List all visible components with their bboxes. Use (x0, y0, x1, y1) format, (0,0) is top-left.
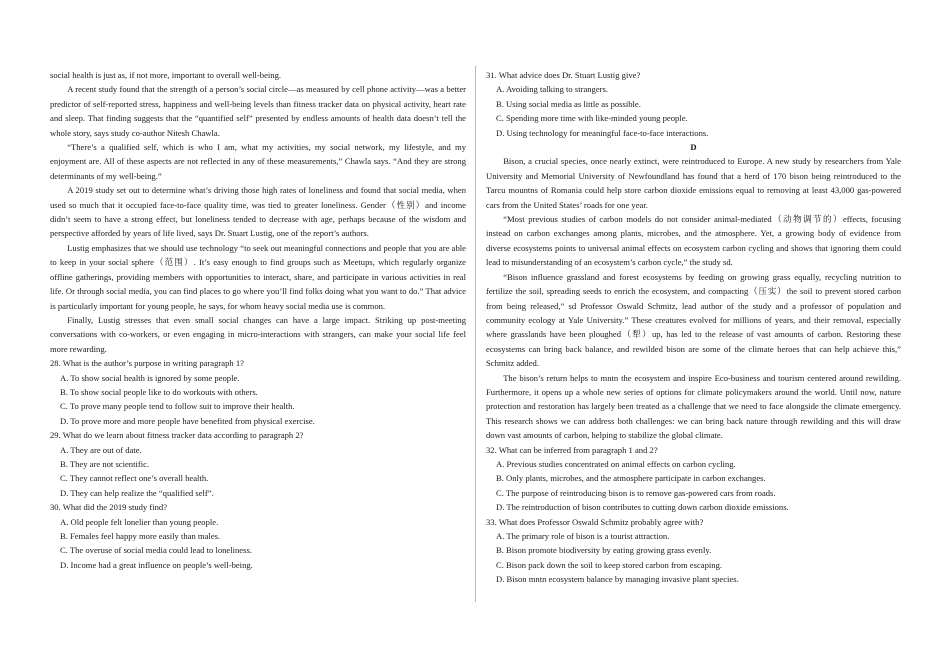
question-29 (50, 428, 466, 500)
answer-option: D. To prove more and more people have benefited from physical exercise. (60, 415, 315, 426)
answer-option: B. To show social people like to do workouts with others. (60, 386, 258, 397)
paragraph: Bison, a crucial species, once nearly extinct, were reintroduced to Europe. A new study by researchers from Yale University and Memorial University of Newfoundland has found that a herd of 170 bison being reintroduced to the Tarcu mountns of Romania could help store carbon dioxide emissions equal to removing at least 43,000 gas-powered cars from the United States’ roads for one year. (486, 156, 901, 210)
answer-option: C. Spending more time with like-minded young people. (496, 113, 688, 124)
answer-option: A. To show social health is ignored by some people. (60, 372, 240, 383)
question-stem: 29. What do we learn about fitness tracker data according to paragraph 2? (50, 430, 304, 441)
question-31 (486, 68, 901, 140)
paragraph: “Bison influence grassland and forest ecosystems by feeding on growing grass equally, recycling nutrition to fertilize the soil, spreading seeds to enrich the ecosystem, and compacting（压实）the soil to prevent stored carbon from being released,” sd Professor Oswald Schmitz, lead author of the study and a professor of population and community ecology at Yale University.” These creatures evolved for millions of years, and their removal, especially where grasslands have been ploughed（犁）up, has led to the release of vast amounts of carbon. Restoring these ecosystems can bring back balance, and rewilded bison are some of the climate heroes that can help achieve this,” Schmitz added. (486, 271, 901, 369)
paragraph: “There’s a qualified self, which is who I am, what my activities, my social network, my lifestyle, and my enjoyment are. All of these aspects are not reflected in any of these measurements,” Chawla says. “And they are strong determinants of my well-being.” (50, 142, 466, 181)
section-title: D (690, 142, 697, 153)
answer-option: D. Income had a great influence on people’s well-being. (60, 559, 253, 570)
question-stem: 33. What does Professor Oswald Schmitz probably agree with? (486, 516, 704, 527)
answer-option: A. The primary role of bison is a tourist attraction. (496, 531, 670, 541)
paragraph: A recent study found that the strength of a person’s social circle—as measured by cell phone activity—was a better predictor of self-reported stress, happiness and well-being levels than fitness tracker data on physical activity, heart rate and sleep. That finding suggests that the “quantified self” presented by endless amounts of health data doesn’t tell the whole story, says study co-author Nitesh Chawla. (50, 84, 466, 138)
question-28 (50, 356, 466, 428)
answer-option: D. Bison mntn ecosystem balance by managing invasive plant species. (496, 574, 739, 585)
answer-option: B. Only plants, microbes, and the atmosphere participate in carbon exchanges. (496, 473, 766, 484)
question-stem: 28. What is the author’s purpose in writing paragraph 1? (50, 358, 244, 369)
answer-option: D. They can help realize the “qualified self”. (60, 487, 214, 498)
paragraph: The bison’s return helps to mntn the ecosystem and inspire Eco-business and tourism centered around rewilding. Furthermore, it opens up a whole new series of options for climate policymakers around the world. Until now, nature protection and restoration has largely been treated as a challenge that we need to face alongside the climate emergency. This research shows we can address both challenges: we can bring back nature through rewilding and this will draw down vast amounts of carbon, helping to stabilize the global climate. (486, 372, 901, 441)
question-stem: 31. What advice does Dr. Stuart Lustig give? (486, 70, 641, 80)
answer-option: C. The overuse of social media could lead to loneliness. (60, 545, 252, 556)
answer-option: A. Avoiding talking to strangers. (496, 84, 609, 95)
column-divider (475, 66, 476, 602)
paragraph: A 2019 study set out to determine what’s driving those high rates of loneliness and found that social media, when used so much that it occupied face-to-face quality time, was tied to greater loneliness. Gender（性别）and income didn’t seem to have a strong effect, but loneliness tended to decrease with age, perhaps because of the wisdom and perspective afforded by years of life lived, says Dr. Stuart Lustig, one of the report’s authors. (50, 185, 466, 239)
right-column (486, 68, 901, 587)
paragraph: “Most previous studies of carbon models do not consider animal-mediated（动物调节的）effects, focusing instead on carbon exchanges among plants, microbes, and the atmosphere. Yet, a growing body of evidence from diverse ecosystems points to universal animal effects on ecosystem carbon cycling and shows that ignoring them could lead to misunderstanding of an ecosystem’s carbon cycle,” the study sd. (486, 214, 901, 268)
answer-option: B. They are not scientific. (60, 458, 150, 469)
question-stem: 30. What did the 2019 study find? (50, 502, 168, 513)
answer-option: A. Old people felt lonelier than young people. (60, 516, 219, 527)
answer-option: C. Bison pack down the soil to keep stored carbon from escaping. (496, 559, 723, 570)
paragraph: Lustig emphasizes that we should use technology “to seek out meaningful connections and people that you are able to keep in your social sphere（范围）. It’s easy enough to find groups such as Meetups, which regularly organize offline gatherings, providing members with opportunities to interact, share, and participate in various activities in real life. Or through social media, you can find places to go where you’ll find folks doing what you want to do.” That advice is particularly important for young people, he says, for whom heavy social media use is common. (50, 242, 466, 311)
answer-option: C. The purpose of reintroducing bison is to remove gas-powered cars from roads. (496, 487, 776, 498)
answer-option: D. Using technology for meaningful face-to-face interactions. (496, 127, 709, 138)
question-stem: 32. What can be inferred from paragraph 1 and 2? (486, 444, 658, 455)
answer-option: A. They are out of date. (60, 444, 142, 455)
answer-option: A. Previous studies concentrated on animal effects on carbon cycling. (496, 458, 736, 469)
answer-option: D. The reintroduction of bison contributes to cutting down carbon dioxide emissions. (496, 502, 789, 513)
answer-option: C. They cannot reflect one’s overall health. (60, 473, 209, 484)
question-30 (50, 500, 466, 572)
answer-option: B. Using social media as little as possible. (496, 98, 641, 109)
paragraph-continued: social health is just as, if not more, important to overall well-being. (50, 70, 282, 80)
question-32 (486, 443, 901, 515)
paragraph: Finally, Lustig stresses that even small social changes can have a large impact. Striking up post-meeting conversations with co-workers, or even engaging in micro-interactions with strangers, can make your social life feel more rewarding. (50, 314, 466, 354)
answer-option: C. To prove many people tend to follow suit to improve their health. (60, 401, 295, 412)
answer-option: B. Females feel happy more easily than males. (60, 531, 221, 541)
left-column (50, 68, 466, 572)
answer-option: B. Bison promote biodiversity by eating growing grass evenly. (496, 545, 712, 556)
question-33 (486, 515, 901, 587)
